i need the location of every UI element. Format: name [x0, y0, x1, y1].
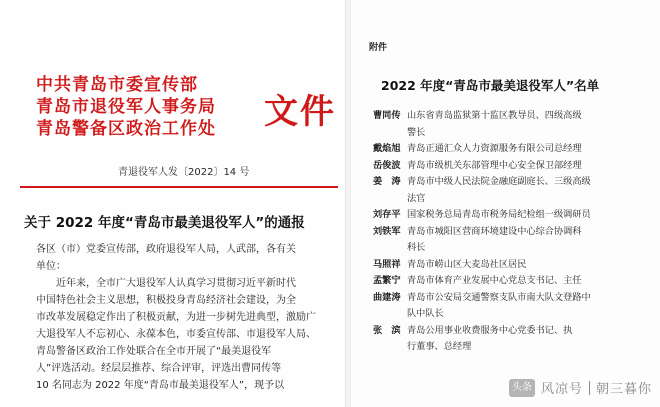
honoree-name: 张 滨	[373, 324, 401, 336]
issuer-line: 青岛警备区政治工作处	[36, 119, 216, 139]
honoree-description: 青岛市级机关东部管理中心安全保卫部经理	[407, 159, 582, 171]
right-page	[351, 0, 660, 407]
honoree-name: 姜 涛	[373, 176, 401, 187]
honoree-name: 刘存平	[373, 209, 401, 220]
notice-body	[36, 241, 336, 394]
honoree-description: 青岛市中级人民法院金融庭副庭长、三级高级	[407, 176, 591, 187]
honoree-description: 警长	[407, 126, 426, 138]
notice-title: 关于 2022 年度“青岛市最美退役军人”的通报	[24, 215, 305, 231]
red-divider	[20, 186, 338, 188]
honoree-row	[373, 207, 643, 224]
honoree-row	[373, 339, 643, 356]
honoree-name: 马照祥	[373, 258, 401, 270]
honoree-name: 岳俊波	[373, 159, 401, 171]
honoree-row	[373, 141, 643, 158]
attachment-label: 附件	[369, 43, 388, 53]
honoree-description: 青岛市城阳区营商环境建设中心综合协调科	[407, 225, 582, 237]
honoree-description: 山东省青岛监狱第十监区教导员、四级高级	[407, 110, 582, 121]
honoree-row	[373, 191, 643, 208]
honoree-name	[373, 240, 407, 257]
issuer-line: 中共青岛市委宣传部	[36, 75, 198, 95]
issuer-block	[36, 74, 266, 140]
body-line: 大退役军人不忘初心、永葆本色，市委宣传部、市退役军人局、	[36, 329, 316, 340]
honoree-row	[373, 323, 643, 340]
honoree-name: 刘铁军	[373, 225, 401, 237]
honoree-row	[373, 158, 643, 175]
issuer-line: 青岛市退役军人事务局	[36, 97, 216, 117]
watermark-author: 朝三暮你	[595, 382, 652, 397]
honoree-row	[373, 125, 643, 142]
document-number: 青退役军人发〔2022〕14 号	[118, 167, 250, 178]
honoree-description: 行董事、总经理	[407, 341, 472, 352]
honoree-description: 法官	[407, 192, 426, 204]
honoree-name: 曲建涛	[373, 291, 401, 303]
honoree-name	[373, 306, 407, 323]
body-line: 10 名同志为 2022 年度“青岛市最美退役军人”，现予以	[36, 380, 285, 391]
watermark-text: 风凉号	[540, 382, 583, 397]
honoree-description: 国家税务总局青岛市税务局纪检组一级调研员	[407, 209, 591, 220]
honoree-row	[373, 273, 643, 290]
honoree-description: 队中队长	[407, 308, 444, 319]
body-line: 人”评选活动。经层层推荐、综合评审，评选出曹同传等	[36, 363, 282, 374]
honoree-name	[373, 339, 407, 356]
watermark-logo: 头条	[509, 379, 535, 397]
honoree-row	[373, 257, 643, 274]
body-line: 单位：	[36, 261, 66, 272]
honoree-description: 青岛市公安局交通警察支队市南大队文登路中	[407, 291, 591, 303]
honoree-description: 青岛公用事业收费服务中心党委书记、执	[407, 324, 573, 336]
body-line: 市改革发展稳定作出了积极贡献，为进一步树先进典型，激励广	[36, 312, 316, 323]
body-line: 青岛警备区政治工作处联合在全市开展了“最美退役军	[36, 346, 272, 357]
honoree-list	[373, 108, 643, 356]
watermark-separator	[589, 381, 590, 395]
honoree-name: 孟繁宁	[373, 275, 401, 286]
honoree-row	[373, 290, 643, 307]
body-line: 各区（市）党委宣传部，政府退役军人局，人武部，各有关	[36, 244, 296, 255]
honoree-description: 科长	[407, 242, 426, 253]
honoree-row	[373, 108, 643, 125]
honoree-description: 青岛市体育产业发展中心党总支书记、主任	[407, 275, 582, 286]
honoree-row	[373, 240, 643, 257]
honoree-name: 曹同传	[373, 110, 401, 121]
honoree-description: 青岛市崂山区大麦岛社区居民	[407, 258, 527, 270]
honoree-row	[373, 306, 643, 323]
body-line: 近年来，全市广大退役军人认真学习贯彻习近平新时代	[36, 278, 296, 289]
honoree-name	[373, 125, 407, 142]
watermark	[509, 378, 652, 397]
honoree-description: 青岛正通汇众人力资源服务有限公司总经理	[407, 143, 582, 154]
honoree-row	[373, 174, 643, 191]
list-title: 2022 年度“青岛市最美退役军人”名单	[381, 78, 600, 93]
honoree-row	[373, 224, 643, 241]
honoree-name	[373, 191, 407, 208]
honoree-name: 戴焰旭	[373, 143, 401, 154]
body-line: 中国特色社会主义思想，积极投身青岛经济社会建设，为全	[36, 295, 296, 306]
document-type-label: 文件	[264, 92, 336, 132]
